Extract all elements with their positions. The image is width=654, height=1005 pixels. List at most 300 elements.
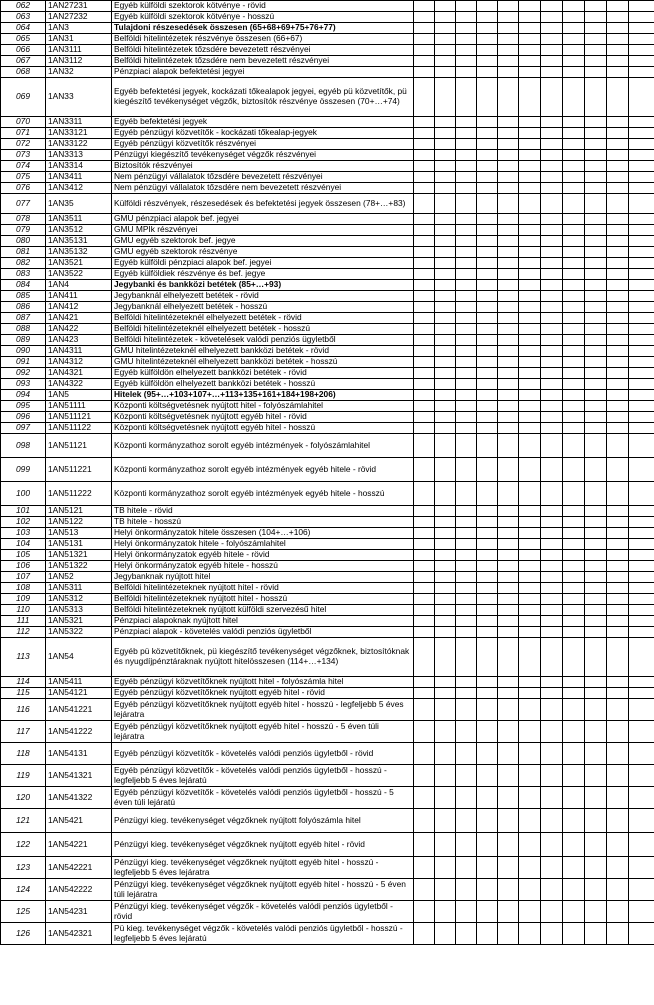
value-cell[interactable] (456, 605, 477, 616)
value-cell[interactable] (456, 225, 477, 236)
value-cell[interactable] (477, 346, 498, 357)
value-cell[interactable] (435, 539, 456, 550)
value-cell[interactable] (541, 368, 563, 379)
value-cell[interactable] (563, 638, 585, 677)
value-cell[interactable] (477, 45, 498, 56)
value-cell[interactable] (498, 688, 519, 699)
value-cell[interactable] (435, 357, 456, 368)
value-cell[interactable] (607, 302, 629, 313)
value-cell[interactable] (563, 677, 585, 688)
value-cell[interactable] (563, 401, 585, 412)
value-cell[interactable] (629, 434, 654, 458)
value-cell[interactable] (456, 901, 477, 923)
value-cell[interactable] (563, 324, 585, 335)
value-cell[interactable] (629, 12, 654, 23)
value-cell[interactable] (607, 335, 629, 346)
value-cell[interactable] (498, 214, 519, 225)
value-cell[interactable] (456, 183, 477, 194)
value-cell[interactable] (629, 721, 654, 743)
value-cell[interactable] (435, 313, 456, 324)
value-cell[interactable] (541, 809, 563, 833)
value-cell[interactable] (541, 379, 563, 390)
value-cell[interactable] (456, 12, 477, 23)
value-cell[interactable] (435, 809, 456, 833)
value-cell[interactable] (541, 280, 563, 291)
value-cell[interactable] (414, 743, 435, 765)
value-cell[interactable] (629, 401, 654, 412)
value-cell[interactable] (585, 379, 607, 390)
value-cell[interactable] (414, 572, 435, 583)
value-cell[interactable] (563, 833, 585, 857)
value-cell[interactable] (414, 172, 435, 183)
value-cell[interactable] (498, 583, 519, 594)
value-cell[interactable] (435, 291, 456, 302)
value-cell[interactable] (607, 605, 629, 616)
value-cell[interactable] (607, 172, 629, 183)
value-cell[interactable] (541, 269, 563, 280)
value-cell[interactable] (456, 412, 477, 423)
value-cell[interactable] (629, 517, 654, 528)
value-cell[interactable] (435, 161, 456, 172)
value-cell[interactable] (563, 434, 585, 458)
value-cell[interactable] (519, 638, 541, 677)
value-cell[interactable] (629, 45, 654, 56)
value-cell[interactable] (456, 280, 477, 291)
value-cell[interactable] (435, 833, 456, 857)
value-cell[interactable] (607, 699, 629, 721)
value-cell[interactable] (585, 688, 607, 699)
value-cell[interactable] (563, 368, 585, 379)
value-cell[interactable] (607, 45, 629, 56)
value-cell[interactable] (585, 128, 607, 139)
value-cell[interactable] (629, 150, 654, 161)
value-cell[interactable] (607, 390, 629, 401)
value-cell[interactable] (498, 434, 519, 458)
value-cell[interactable] (435, 482, 456, 506)
value-cell[interactable] (563, 357, 585, 368)
value-cell[interactable] (541, 172, 563, 183)
value-cell[interactable] (477, 335, 498, 346)
value-cell[interactable] (498, 390, 519, 401)
value-cell[interactable] (541, 67, 563, 78)
value-cell[interactable] (563, 302, 585, 313)
value-cell[interactable] (456, 302, 477, 313)
value-cell[interactable] (607, 1, 629, 12)
value-cell[interactable] (477, 583, 498, 594)
value-cell[interactable] (477, 879, 498, 901)
value-cell[interactable] (414, 150, 435, 161)
value-cell[interactable] (498, 324, 519, 335)
value-cell[interactable] (629, 528, 654, 539)
value-cell[interactable] (477, 269, 498, 280)
value-cell[interactable] (456, 324, 477, 335)
value-cell[interactable] (585, 572, 607, 583)
value-cell[interactable] (456, 721, 477, 743)
value-cell[interactable] (607, 550, 629, 561)
value-cell[interactable] (435, 346, 456, 357)
value-cell[interactable] (435, 434, 456, 458)
value-cell[interactable] (585, 517, 607, 528)
value-cell[interactable] (585, 324, 607, 335)
value-cell[interactable] (629, 539, 654, 550)
value-cell[interactable] (541, 117, 563, 128)
value-cell[interactable] (629, 313, 654, 324)
value-cell[interactable] (477, 117, 498, 128)
value-cell[interactable] (435, 236, 456, 247)
value-cell[interactable] (563, 390, 585, 401)
value-cell[interactable] (414, 401, 435, 412)
value-cell[interactable] (498, 857, 519, 879)
value-cell[interactable] (477, 482, 498, 506)
value-cell[interactable] (607, 923, 629, 945)
value-cell[interactable] (519, 335, 541, 346)
value-cell[interactable] (477, 412, 498, 423)
value-cell[interactable] (541, 183, 563, 194)
value-cell[interactable] (607, 482, 629, 506)
value-cell[interactable] (456, 583, 477, 594)
value-cell[interactable] (629, 117, 654, 128)
value-cell[interactable] (563, 291, 585, 302)
value-cell[interactable] (456, 561, 477, 572)
value-cell[interactable] (629, 458, 654, 482)
value-cell[interactable] (629, 583, 654, 594)
value-cell[interactable] (414, 412, 435, 423)
value-cell[interactable] (519, 291, 541, 302)
value-cell[interactable] (541, 412, 563, 423)
value-cell[interactable] (563, 236, 585, 247)
value-cell[interactable] (629, 765, 654, 787)
value-cell[interactable] (456, 313, 477, 324)
value-cell[interactable] (563, 379, 585, 390)
value-cell[interactable] (477, 506, 498, 517)
value-cell[interactable] (541, 423, 563, 434)
value-cell[interactable] (477, 258, 498, 269)
value-cell[interactable] (607, 572, 629, 583)
value-cell[interactable] (477, 78, 498, 117)
value-cell[interactable] (456, 34, 477, 45)
value-cell[interactable] (498, 901, 519, 923)
value-cell[interactable] (519, 550, 541, 561)
value-cell[interactable] (477, 390, 498, 401)
value-cell[interactable] (435, 412, 456, 423)
value-cell[interactable] (519, 368, 541, 379)
value-cell[interactable] (477, 225, 498, 236)
value-cell[interactable] (629, 258, 654, 269)
value-cell[interactable] (563, 482, 585, 506)
value-cell[interactable] (585, 161, 607, 172)
value-cell[interactable] (563, 258, 585, 269)
value-cell[interactable] (498, 236, 519, 247)
value-cell[interactable] (607, 313, 629, 324)
value-cell[interactable] (607, 128, 629, 139)
value-cell[interactable] (585, 605, 607, 616)
value-cell[interactable] (629, 677, 654, 688)
value-cell[interactable] (456, 379, 477, 390)
value-cell[interactable] (585, 67, 607, 78)
value-cell[interactable] (435, 627, 456, 638)
value-cell[interactable] (456, 56, 477, 67)
value-cell[interactable] (541, 677, 563, 688)
value-cell[interactable] (519, 923, 541, 945)
value-cell[interactable] (498, 357, 519, 368)
value-cell[interactable] (563, 517, 585, 528)
value-cell[interactable] (477, 423, 498, 434)
value-cell[interactable] (585, 150, 607, 161)
value-cell[interactable] (541, 34, 563, 45)
value-cell[interactable] (435, 67, 456, 78)
value-cell[interactable] (435, 923, 456, 945)
value-cell[interactable] (435, 368, 456, 379)
value-cell[interactable] (435, 225, 456, 236)
value-cell[interactable] (519, 324, 541, 335)
value-cell[interactable] (629, 269, 654, 280)
value-cell[interactable] (607, 357, 629, 368)
value-cell[interactable] (585, 721, 607, 743)
value-cell[interactable] (414, 458, 435, 482)
value-cell[interactable] (585, 594, 607, 605)
value-cell[interactable] (414, 78, 435, 117)
value-cell[interactable] (585, 236, 607, 247)
value-cell[interactable] (541, 787, 563, 809)
value-cell[interactable] (541, 45, 563, 56)
value-cell[interactable] (519, 401, 541, 412)
value-cell[interactable] (456, 161, 477, 172)
value-cell[interactable] (585, 901, 607, 923)
value-cell[interactable] (435, 150, 456, 161)
value-cell[interactable] (607, 67, 629, 78)
value-cell[interactable] (414, 183, 435, 194)
value-cell[interactable] (541, 12, 563, 23)
value-cell[interactable] (607, 787, 629, 809)
value-cell[interactable] (585, 313, 607, 324)
value-cell[interactable] (435, 335, 456, 346)
value-cell[interactable] (477, 194, 498, 214)
value-cell[interactable] (541, 225, 563, 236)
value-cell[interactable] (456, 677, 477, 688)
value-cell[interactable] (541, 194, 563, 214)
value-cell[interactable] (629, 23, 654, 34)
value-cell[interactable] (456, 357, 477, 368)
value-cell[interactable] (519, 434, 541, 458)
value-cell[interactable] (498, 572, 519, 583)
value-cell[interactable] (498, 23, 519, 34)
value-cell[interactable] (629, 335, 654, 346)
value-cell[interactable] (607, 506, 629, 517)
value-cell[interactable] (629, 412, 654, 423)
value-cell[interactable] (456, 67, 477, 78)
value-cell[interactable] (541, 434, 563, 458)
value-cell[interactable] (414, 699, 435, 721)
value-cell[interactable] (519, 23, 541, 34)
value-cell[interactable] (435, 517, 456, 528)
value-cell[interactable] (607, 368, 629, 379)
value-cell[interactable] (629, 67, 654, 78)
value-cell[interactable] (456, 833, 477, 857)
value-cell[interactable] (498, 721, 519, 743)
value-cell[interactable] (414, 677, 435, 688)
value-cell[interactable] (477, 34, 498, 45)
value-cell[interactable] (498, 67, 519, 78)
value-cell[interactable] (435, 857, 456, 879)
value-cell[interactable] (585, 280, 607, 291)
value-cell[interactable] (435, 550, 456, 561)
value-cell[interactable] (607, 901, 629, 923)
value-cell[interactable] (435, 721, 456, 743)
value-cell[interactable] (607, 434, 629, 458)
value-cell[interactable] (629, 236, 654, 247)
value-cell[interactable] (629, 605, 654, 616)
value-cell[interactable] (629, 688, 654, 699)
value-cell[interactable] (498, 225, 519, 236)
value-cell[interactable] (541, 765, 563, 787)
value-cell[interactable] (519, 139, 541, 150)
value-cell[interactable] (541, 901, 563, 923)
value-cell[interactable] (414, 923, 435, 945)
value-cell[interactable] (629, 809, 654, 833)
value-cell[interactable] (414, 313, 435, 324)
value-cell[interactable] (585, 172, 607, 183)
value-cell[interactable] (477, 721, 498, 743)
value-cell[interactable] (456, 150, 477, 161)
value-cell[interactable] (477, 833, 498, 857)
value-cell[interactable] (498, 150, 519, 161)
value-cell[interactable] (435, 117, 456, 128)
value-cell[interactable] (585, 78, 607, 117)
value-cell[interactable] (435, 23, 456, 34)
value-cell[interactable] (519, 12, 541, 23)
value-cell[interactable] (541, 458, 563, 482)
value-cell[interactable] (563, 572, 585, 583)
value-cell[interactable] (477, 434, 498, 458)
value-cell[interactable] (456, 787, 477, 809)
value-cell[interactable] (629, 368, 654, 379)
value-cell[interactable] (435, 390, 456, 401)
value-cell[interactable] (519, 627, 541, 638)
value-cell[interactable] (456, 506, 477, 517)
value-cell[interactable] (585, 699, 607, 721)
value-cell[interactable] (414, 214, 435, 225)
value-cell[interactable] (498, 699, 519, 721)
value-cell[interactable] (477, 368, 498, 379)
value-cell[interactable] (585, 214, 607, 225)
value-cell[interactable] (607, 594, 629, 605)
value-cell[interactable] (563, 117, 585, 128)
value-cell[interactable] (585, 923, 607, 945)
value-cell[interactable] (456, 291, 477, 302)
value-cell[interactable] (563, 67, 585, 78)
value-cell[interactable] (607, 721, 629, 743)
value-cell[interactable] (414, 539, 435, 550)
value-cell[interactable] (414, 56, 435, 67)
value-cell[interactable] (456, 688, 477, 699)
value-cell[interactable] (607, 214, 629, 225)
value-cell[interactable] (541, 390, 563, 401)
value-cell[interactable] (498, 638, 519, 677)
value-cell[interactable] (414, 879, 435, 901)
value-cell[interactable] (629, 901, 654, 923)
value-cell[interactable] (414, 506, 435, 517)
value-cell[interactable] (519, 34, 541, 45)
value-cell[interactable] (585, 423, 607, 434)
value-cell[interactable] (414, 1, 435, 12)
value-cell[interactable] (414, 117, 435, 128)
value-cell[interactable] (414, 482, 435, 506)
value-cell[interactable] (498, 809, 519, 833)
value-cell[interactable] (414, 236, 435, 247)
value-cell[interactable] (498, 117, 519, 128)
value-cell[interactable] (477, 280, 498, 291)
value-cell[interactable] (414, 225, 435, 236)
value-cell[interactable] (456, 172, 477, 183)
value-cell[interactable] (456, 879, 477, 901)
value-cell[interactable] (498, 161, 519, 172)
value-cell[interactable] (519, 150, 541, 161)
value-cell[interactable] (607, 401, 629, 412)
value-cell[interactable] (607, 765, 629, 787)
value-cell[interactable] (519, 743, 541, 765)
value-cell[interactable] (456, 214, 477, 225)
value-cell[interactable] (498, 787, 519, 809)
value-cell[interactable] (477, 236, 498, 247)
value-cell[interactable] (563, 721, 585, 743)
value-cell[interactable] (519, 506, 541, 517)
value-cell[interactable] (414, 67, 435, 78)
value-cell[interactable] (585, 743, 607, 765)
value-cell[interactable] (629, 550, 654, 561)
value-cell[interactable] (456, 572, 477, 583)
value-cell[interactable] (541, 482, 563, 506)
value-cell[interactable] (435, 616, 456, 627)
value-cell[interactable] (456, 923, 477, 945)
value-cell[interactable] (541, 247, 563, 258)
value-cell[interactable] (498, 335, 519, 346)
value-cell[interactable] (563, 743, 585, 765)
value-cell[interactable] (585, 528, 607, 539)
value-cell[interactable] (563, 550, 585, 561)
value-cell[interactable] (519, 517, 541, 528)
value-cell[interactable] (456, 78, 477, 117)
value-cell[interactable] (414, 688, 435, 699)
value-cell[interactable] (607, 78, 629, 117)
value-cell[interactable] (477, 150, 498, 161)
value-cell[interactable] (585, 269, 607, 280)
value-cell[interactable] (519, 45, 541, 56)
value-cell[interactable] (541, 313, 563, 324)
value-cell[interactable] (585, 482, 607, 506)
value-cell[interactable] (498, 258, 519, 269)
value-cell[interactable] (456, 269, 477, 280)
value-cell[interactable] (456, 743, 477, 765)
value-cell[interactable] (414, 901, 435, 923)
value-cell[interactable] (541, 150, 563, 161)
value-cell[interactable] (414, 423, 435, 434)
value-cell[interactable] (435, 280, 456, 291)
value-cell[interactable] (541, 236, 563, 247)
value-cell[interactable] (456, 616, 477, 627)
value-cell[interactable] (498, 833, 519, 857)
value-cell[interactable] (477, 688, 498, 699)
value-cell[interactable] (607, 139, 629, 150)
value-cell[interactable] (456, 699, 477, 721)
value-cell[interactable] (541, 335, 563, 346)
value-cell[interactable] (629, 743, 654, 765)
value-cell[interactable] (519, 616, 541, 627)
value-cell[interactable] (498, 412, 519, 423)
value-cell[interactable] (498, 172, 519, 183)
value-cell[interactable] (585, 117, 607, 128)
value-cell[interactable] (414, 194, 435, 214)
value-cell[interactable] (414, 605, 435, 616)
